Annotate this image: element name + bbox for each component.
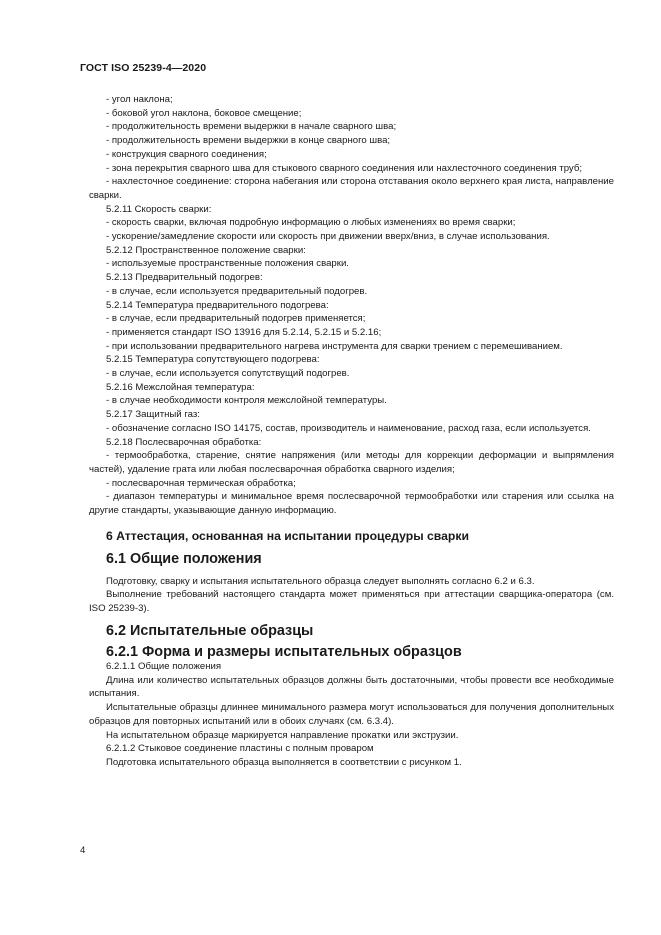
list-item: - продолжительность времени выдержки в конце сварного шва; [106,135,391,147]
subclause-title: 6.2.1.2 Стыковое соединение пластины с полным проваром [106,743,374,755]
list-item: - угол наклона; [106,94,173,105]
list-item: - продолжительность времени выдержки в начале сварного шва; [106,121,397,133]
list-item: - в случае, если используется сопутствущий подогрев. [106,368,350,380]
paragraph: На испытательном образце маркируется направление прокатки или экструзии. [106,729,459,741]
subclause-title: 5.2.15 Температура сопутствующего подогрева: [106,354,320,366]
list-item: - используемые пространственные положения сварки. [106,258,349,270]
subclause-title: 5.2.11 Скорость сварки: [106,203,212,215]
list-item: - в случае необходимости контроля межслойной температуры. [106,395,387,407]
list-item: - применяется стандарт ISO 13916 для 5.2.14, 5.2.15 и 5.2.16; [106,326,382,338]
list-item: - обозначение согласно ISO 14175, состав, производитель и наименование, расход газа, если используется. [106,422,591,434]
subclause-title: 5.2.16 Межслойная температура: [106,381,255,393]
list-item: - нахлесточное соединение: сторона набегания или сторона отставания около верхнего края листа, направление сварки. [89,176,614,201]
paragraph: Длина или количество испытательных образцов должны быть достаточными, чтобы провести все необходимые испытания. [89,674,614,700]
list-item: - зона перекрытия сварного шва для стыкового сварного соединения или нахлесточного соединения труб; [106,162,582,174]
subclause-title: 5.2.13 Предварительный подогрев: [106,272,263,284]
paragraph: Подготовка испытательного образца выполняется в соответствии с рисунком 1. [106,756,462,768]
document-body [89,93,614,770]
subclause-title: 5.2.14 Температура предварительного подогрева: [106,299,329,311]
list-item: - термообработка, старение, снятие напряжения (или методы для коррекции деформации и выпрямления частей), удаление грата или любая послесварочная обработка сварного изделия; [89,450,614,475]
list-item: - при использовании предварительного нагрева инструмента для сварки трением с перемешиванием. [106,340,563,352]
section-6-2-1-title: 6.2.1 Форма и размеры испытательных образцов [106,644,462,661]
section-6-title: 6 Аттестация, основанная на испытании процедуры сварки [106,528,469,543]
list-item: - в случае, если используется предварительный подогрев. [106,285,368,297]
paragraph: Выполнение требований настоящего стандарта может применяться при аттестации сварщика-оператора (см. ISO 25239-3). [89,589,614,614]
subclause-title: 5.2.17 Защитный газ: [106,409,200,421]
paragraph: Подготовку, сварку и испытания испытательного образца следует выполнять согласно 6.2 и 6.3. [106,575,535,587]
list-item: - ускорение/замедление скорости или скорость при движении вверх/вниз, в случае использования. [106,231,550,243]
section-6-1-title: 6.1 Общие положения [106,550,262,567]
list-item: - послесварочная термическая обработка; [106,477,296,489]
list-item: - в случае, если предварительный подогрев применяется; [106,313,366,325]
list-item: - диапазон температуры и минимальное время послесварочной термообработки или старения или ссылка на другие стандарты, указывающие данную информацию. [89,491,614,517]
subclause-title: 5.2.12 Пространственное положение сварки: [106,244,306,256]
requirements-list [89,93,614,518]
list-item: - скорость сварки, включая подробную информацию о любых изменениях во время сварки; [106,217,516,229]
subclause-title: 6.2.1.1 Общие положения [106,661,222,673]
list-item: - конструкция сварного соединения; [106,148,267,160]
section-6-2-title: 6.2 Испытательные образцы [106,622,314,639]
subclause-title: 5.2.18 Послесварочная обработка: [106,436,262,448]
list-item: - боковой угол наклона, боковое смещение; [106,107,302,119]
paragraph: Испытательные образцы длиннее минимального размера могут использоваться для получения дополнительных образцов для повторных испытаний или в обоих случаях (см. 6.3.4). [89,702,614,727]
page-number: 4 [80,845,86,856]
document-header: ГОСТ ISO 25239-4—2020 [80,62,207,74]
